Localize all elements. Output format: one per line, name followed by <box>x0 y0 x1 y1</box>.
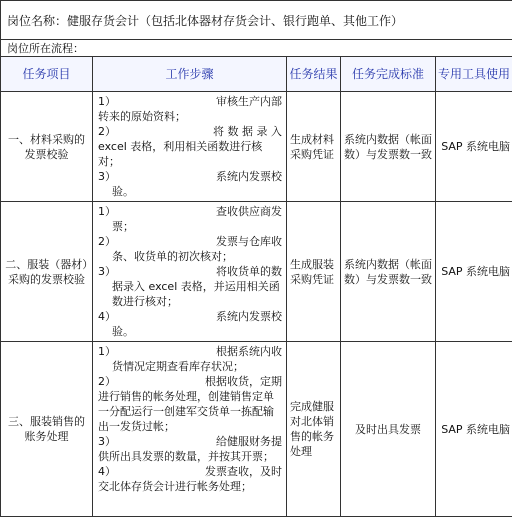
task-item: 一、材料采购的发票校验 <box>1 92 93 202</box>
step <box>98 464 282 494</box>
step <box>98 309 282 339</box>
step-head-text: 将收货单的数 <box>216 265 282 278</box>
task-standard: 系统内数据（帐面数）与发票数一致 <box>341 202 436 342</box>
task-steps <box>93 92 287 202</box>
step-number: 4） <box>98 465 116 478</box>
column-header-standard: 任务完成标准 <box>341 57 436 92</box>
position-flow: 岗位所在流程： <box>1 40 512 57</box>
step-head-text: 给健服财务提 <box>216 435 282 448</box>
task-steps <box>93 202 287 342</box>
step-number: 1） <box>98 95 116 108</box>
task-tools: SAP 系统电脑 <box>436 202 512 342</box>
step <box>98 374 282 434</box>
task-result: 生成材料采购凭证 <box>287 92 341 202</box>
step-number: 4） <box>98 310 116 323</box>
task-result: 生成服装采购凭证 <box>287 202 341 342</box>
step-head-text: 查收供应商发 <box>216 205 282 218</box>
step-head-text: 将 数 据 录 入 <box>213 125 282 138</box>
step-body-text: excel 表格，利用相关函数进行核对； <box>98 140 263 168</box>
task-tools: SAP 系统电脑 <box>436 342 512 517</box>
step-number: 3） <box>98 265 116 278</box>
task-standard: 系统内数据（帐面数）与发票数一致 <box>341 92 436 202</box>
step-head-text: 系统内发票校 <box>216 310 282 323</box>
task-result: 完成健服对北体销售的帐务处理 <box>287 342 341 517</box>
column-header-item: 任务项目 <box>1 57 93 92</box>
step-body-text: 供所出具发票的数量，并按其开票； <box>98 450 274 463</box>
task-standard: 及时出具发票 <box>341 342 436 517</box>
step <box>98 124 282 169</box>
step-body-text: 转来的原始资料； <box>98 110 186 123</box>
step-body-text: 验。 <box>112 325 134 338</box>
step <box>98 264 282 309</box>
step <box>98 434 282 464</box>
step-body-text: 进行销售的帐务处理，创建销售定单一分配运行一创建军交货单一拣配输出一发货过帐； <box>98 390 274 433</box>
step-body-text: 票； <box>112 220 134 233</box>
step <box>98 344 282 374</box>
table-header-row <box>1 57 512 92</box>
table-row <box>1 342 512 517</box>
task-item: 二、服装（器材）采购的发票校验 <box>1 202 93 342</box>
step-body-text: 条、收货单的初次核对； <box>112 250 233 263</box>
column-header-tools: 专用工具使用 <box>436 57 512 92</box>
step <box>98 169 282 199</box>
step-head-text: 系统内发票校 <box>216 170 282 183</box>
table-row <box>1 202 512 342</box>
table-row <box>1 92 512 202</box>
step-head-text: 发票与仓库收 <box>216 235 282 248</box>
step-number: 2） <box>98 235 116 248</box>
task-item: 三、服装销售的账务处理 <box>1 342 93 517</box>
step-number: 3） <box>98 170 116 183</box>
step-head-text: 发票查收，及时 <box>205 465 282 478</box>
step-head-text: 根据收货，定期 <box>205 375 282 388</box>
step-number: 1） <box>98 345 116 358</box>
task-steps <box>93 342 287 517</box>
step-head-text: 审核生产内部 <box>216 95 282 108</box>
step-head-text: 根据系统内收 <box>216 345 282 358</box>
column-header-steps: 工作步骤 <box>93 57 287 92</box>
step-number: 3） <box>98 435 116 448</box>
column-header-result: 任务结果 <box>287 57 341 92</box>
step-number: 2） <box>98 375 116 388</box>
task-tools: SAP 系统电脑 <box>436 92 512 202</box>
step-number: 2） <box>98 125 116 138</box>
step-body-text: 据录入 excel 表格，并运用相关函数进行核对； <box>112 280 280 308</box>
step-body-text: 货情况定期查看库存状况； <box>112 360 244 373</box>
position-name: 岗位名称：健服存货会计（包括北体器材存货会计、银行跑单、其他工作） <box>1 1 512 40</box>
step-body-text: 交北体存货会计进行帐务处理； <box>98 480 252 493</box>
step-body-text: 验。 <box>112 185 134 198</box>
step <box>98 94 282 124</box>
step-number: 1） <box>98 205 116 218</box>
step <box>98 234 282 264</box>
step <box>98 204 282 234</box>
